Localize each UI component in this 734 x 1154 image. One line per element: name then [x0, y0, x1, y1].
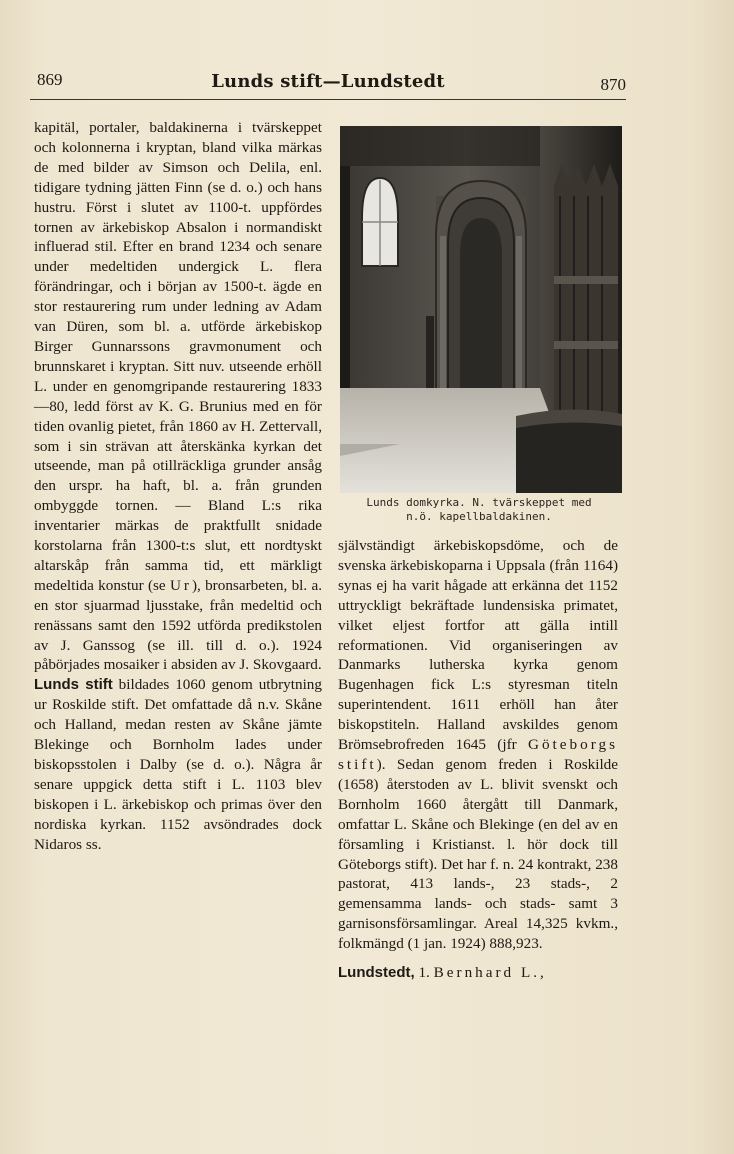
paragraph-lunds-stift	[34, 675, 322, 854]
cross-reference-ur: Ur	[169, 576, 192, 594]
page-number-right: 870	[600, 75, 626, 94]
running-title: Lunds stift—Lundstedt	[211, 71, 445, 92]
paragraph-lunds-stift-cont	[338, 536, 618, 954]
cathedral-interior-illustration	[340, 126, 622, 493]
paragraph-text: ). Sedan genom freden i Roskilde (1658) återstoden av L. blivit svenskt och Bornholm 1660 återgått till Danmark, omfattar L. Skåne och Blekinge (en del av en församling i Kristianst. l. hör dock till Göteborgs stift). Det har f. n. 24 kontrakt, 238 pastorat, 413 lands-, 23 stads-, 2 gemensamma lands- och stads- samt 3 garnisonsförsamlingar. Areal 14,325 kvkm., folkmängd (1 jan. 1924) 888,923.	[338, 755, 618, 953]
paragraph-cathedral	[34, 118, 322, 675]
cathedral-photo	[340, 126, 622, 493]
entry-number: 1.	[414, 964, 434, 982]
paragraph-text: bildades 1060 genom utbrytning ur Roskilde stift. Det omfattade då n.v. Skåne och Halland, medan resten av Skåne jämte Blekinge och Bornholm lades under biskopsstolen i Dalby (se d. o.). Några år senare uppgick detta stift i L. 1103 blev biskopen i L. ärkebiskop och primas över den nordiska kyrkan. 1152 avsöndrades dock Nidaros ss.	[34, 676, 322, 853]
header-rule	[30, 99, 626, 100]
paragraph-text: ), bronsarbeten, bl. a. en stor sjuarmad ljusstake, från medeltid och renässans samt den 1592 utförda predikstolen av J. Ganssog (se ill. till d. o.). 1924 påbörjades mosaiker i absiden av J. Skovgaard.	[34, 576, 322, 674]
caption-line: Lunds domkyrka. N. tvärskeppet med	[366, 496, 592, 509]
photo-caption	[336, 496, 622, 524]
paragraph-text: självständigt ärkebiskopsdöme, och de svenska ärkebiskoparna i Uppsala (från 1164) synas ej ha varit hågade att erkänna det 1152 uttryckligt bekräftade lundensiska primatet, vilket eljest fortfor att gälla intill reformationen. Vid organiseringen av Danmarks lutherska kyrka genom Bugenhagen fick L:s styresman titeln superintendent. 1611 erhöll han åter biskopstiteln. Halland avskildes genom Brömsebrofreden 1645 (jfr	[338, 537, 618, 754]
caption-line: n.ö. kapellbaldakinen.	[406, 510, 552, 523]
entry-name: Bernhard L.,	[433, 964, 547, 982]
paragraph-lundstedt	[338, 963, 618, 983]
cross-reference-goteborgs-stift: Göteborgs stift	[338, 736, 618, 773]
left-column	[34, 118, 322, 855]
page-header	[30, 70, 626, 96]
paragraph-text: kapitäl, portaler, baldakinerna i tvärskeppet och kolonnerna i kryptan, bland vilka märkas de med bilder av Simson och Delila, enl. tidigare tydning jätten Finn (se d. o.) och hans hustru. Först i slutet av 1100-t. uppfördes tornen av ärkebiskop Absalon i normandiskt influerad stil. Efter en brand 1234 och senare under medeltiden undergick L. flera förändringar, och i början av 1500-t. ägde en stor restaurering rum under ledning av Adam van Düren, som bl. a. utförde ärkebiskop Birger Gunnarssons gravmonument och brunnskaret i kryptan. Sitt nuv. utseende erhöll L. under en genomgripande restaurering 1833—80, ledd först av K. G. Brunius med en för tiden ovanlig pietet, från 1860 av H. Zettervall, som i sin strävan att återskänka kyrkan det utseende, man på otillräckliga grunder ansåg den urspr. ha haft, bl. a. från grunden ombyggde tornen. — Bland L:s rika inventarier märkas de praktfullt snidade korstolarna från 1300-t:s slut, ett nordtyskt altarskåp från samma tid, ett märkligt medeltida konstur (se	[34, 119, 322, 594]
page-number-left: 869	[37, 70, 63, 89]
right-column	[338, 536, 618, 983]
entry-heading-lundstedt: Lundstedt,	[338, 964, 415, 982]
entry-heading-lunds-stift: Lunds stift	[34, 676, 113, 694]
